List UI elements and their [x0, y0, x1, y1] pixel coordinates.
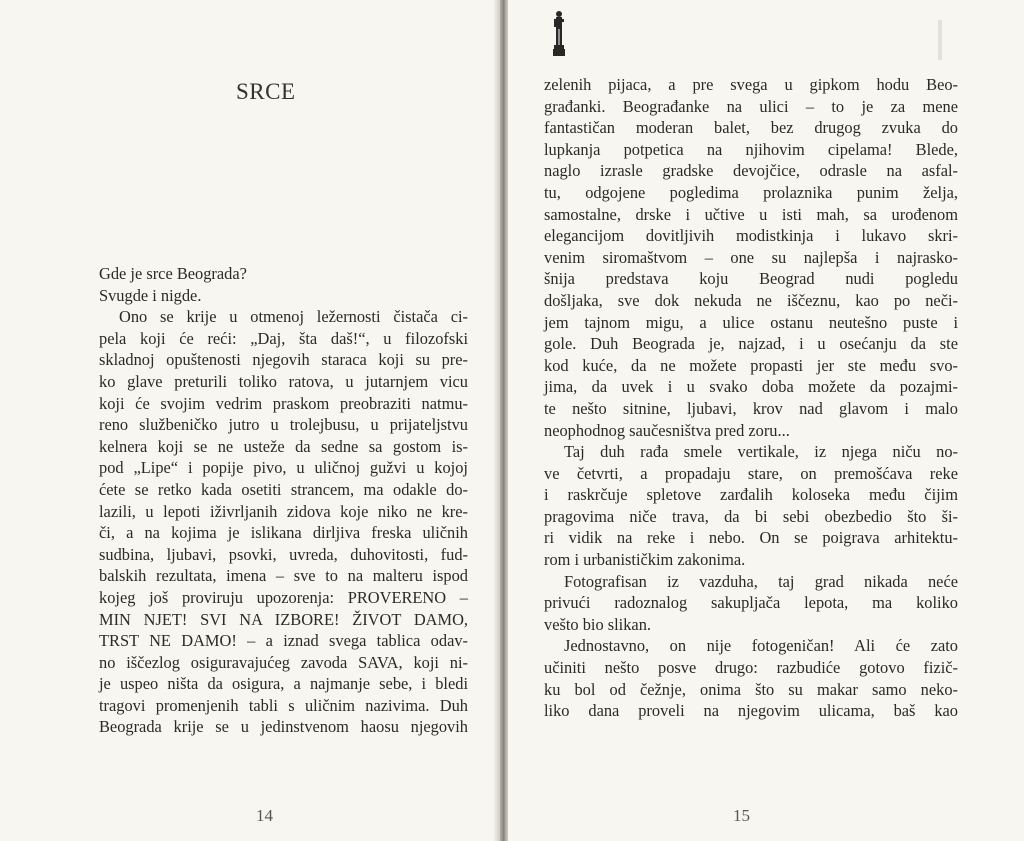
- text-line: ri vidik na reke i nebo. On se poigrava arhitektu-: [544, 528, 958, 548]
- page-number-right: 15: [733, 806, 750, 825]
- text-line: tu, odgojene pogledima prolaznika punim želja,: [544, 182, 958, 202]
- text-line: Jednostavno, on nije fotogeničan! Ali će zato: [564, 636, 958, 656]
- text-line: lupkanja potpetica na njihovim cipelama! Blede,: [544, 139, 958, 159]
- gutter-shadow: [500, 0, 504, 841]
- text-line: građanki. Beograđanke na ulici – to je za mene: [544, 96, 958, 116]
- text-line: ku bol od čežnje, onima što su makar samo neko-: [544, 679, 958, 699]
- text-line: venim siromaštvom – one su najlepša i najrasko-: [544, 247, 958, 267]
- text-line: došljaka, sve dok nekuda ne iščeznu, kao po neči-: [544, 290, 958, 310]
- text-line: no iščezlog osiguravajućeg zavoda SAVA, koji ni-: [99, 652, 468, 672]
- left-page: [0, 0, 502, 841]
- text-line: pela koji će reći: „Daj, šta daš!“, u filozofski: [99, 328, 468, 348]
- text-line: je uspeo ništa da osigura, a najmanje sebe, i bledi: [99, 674, 468, 694]
- text-line: jem tajnom migu, a ulice ostanu neutešno puste i: [544, 312, 958, 332]
- text-line: sudbina, ljubavi, psovki, uvreda, duhovitosti, fud-: [99, 544, 468, 564]
- text-line: naglo izrasle gradske devojčice, odrasle na asfal-: [544, 161, 958, 181]
- text-line: Gde je srce Beograda?: [99, 264, 247, 283]
- text-line: tragovi promenjenih tabli s uličnim nazivima. Duh: [99, 695, 468, 715]
- text-line: pod „Lipe“ i popije pivo, u uličnoj gužvi u kojoj: [99, 458, 468, 478]
- text-line: ko glave preturili toliko ratova, u jutarnjem vicu: [99, 371, 468, 391]
- text-line: ve četvrti, a propadaju stare, on premošćava reke: [544, 463, 958, 483]
- text-line: kod kuće, da ne možete propasti jer ste među svo-: [544, 355, 958, 375]
- text-line: liko dana proveli na njegovim ulicama, baš kao: [544, 701, 958, 721]
- text-line: Ono se krije u otmenoj ležernosti čistača ci-: [119, 307, 468, 327]
- text-line: i raskrčuje spletove zarđalih koloseka među čijim: [544, 485, 958, 505]
- text-line: vešto bio slikan.: [544, 614, 651, 634]
- bleed-through-mark: [930, 20, 950, 60]
- text-line: neophodnog saučesništva pred zoru...: [544, 420, 790, 440]
- text-line: privući radoznalog sakupljača lepota, ma koliko: [544, 593, 958, 613]
- text-line: balskih rezultata, imena – sve to na malteru ispod: [99, 566, 468, 586]
- text-line: rom i urbanističkim zakonima.: [544, 550, 746, 570]
- page-number-left: 14: [256, 806, 273, 825]
- text-line: koji će svojim vedrim praskom preobraziti natmu-: [99, 393, 468, 413]
- text-line: zelenih pijaca, a pre svega u gipkom hodu Beo-: [544, 75, 958, 94]
- right-page-text: [544, 74, 958, 722]
- statue-emblem-icon: [551, 10, 567, 62]
- text-line: šnija predstava koju Beograd nudi pogledu: [544, 269, 958, 289]
- text-line: TRST NE DAMO! – a iznad svega tablica odav-: [99, 631, 468, 651]
- text-line: kelnera koji se ne ustеže da sedne sa gostom is-: [99, 436, 468, 456]
- text-line: samostalne, drske i učtive u isti mah, sa urođenom: [544, 204, 958, 224]
- text-line: fantastičan moderan balet, bez drugog zvuka do: [544, 118, 958, 138]
- text-line: či, a na kojima je islikana dirljiva freska uličnih: [99, 523, 468, 543]
- text-line: Fotografisan iz vazduha, taj grad nikada neće: [564, 571, 958, 591]
- text-line: pragovima niče trava, da bi sebi obezbedio što ši-: [544, 506, 958, 526]
- text-line: te nešto sitnine, ljubavi, krov nad glavom i malo: [544, 398, 958, 418]
- text-line: kojeg još proviruju upozorenja: PROVERENO –: [99, 587, 468, 607]
- text-line: učiniti nešto posve drugo: razbudiće gotovo fizič-: [544, 658, 958, 678]
- text-line: MIN NJET! SVI NA IZBORE! ŽIVOT DAMO,: [99, 609, 468, 629]
- chapter-title: SRCE: [236, 79, 296, 104]
- text-line: reno službeničko jutro u trolejbusu, u prijateljstvu: [99, 415, 468, 435]
- text-line: lazili, u lepoti iživrljanih zidova koje niko ne kre-: [99, 501, 468, 521]
- text-line: Svugde i nigde.: [99, 285, 202, 305]
- text-line: ćete se retko kada osetiti strancem, ma odakle do-: [99, 479, 468, 499]
- left-page-text: [99, 263, 468, 738]
- text-line: skladnoj opuštenosti njegovih staraca koji su pre-: [99, 350, 468, 370]
- text-line: gole. Duh Beograda je, najzad, i u osećanju da ste: [544, 334, 958, 354]
- text-line: Taj duh rađa smele vertikale, iz njega niču no-: [564, 442, 958, 462]
- text-line: elegancijom dovitljivih modistkinja i lukavo skri-: [544, 226, 958, 246]
- text-line: jima, da uvek i u svako doba možete da pozajmi-: [544, 377, 958, 397]
- text-line: Beograda krije se u jedinstvenom haosu njegovih: [99, 717, 468, 737]
